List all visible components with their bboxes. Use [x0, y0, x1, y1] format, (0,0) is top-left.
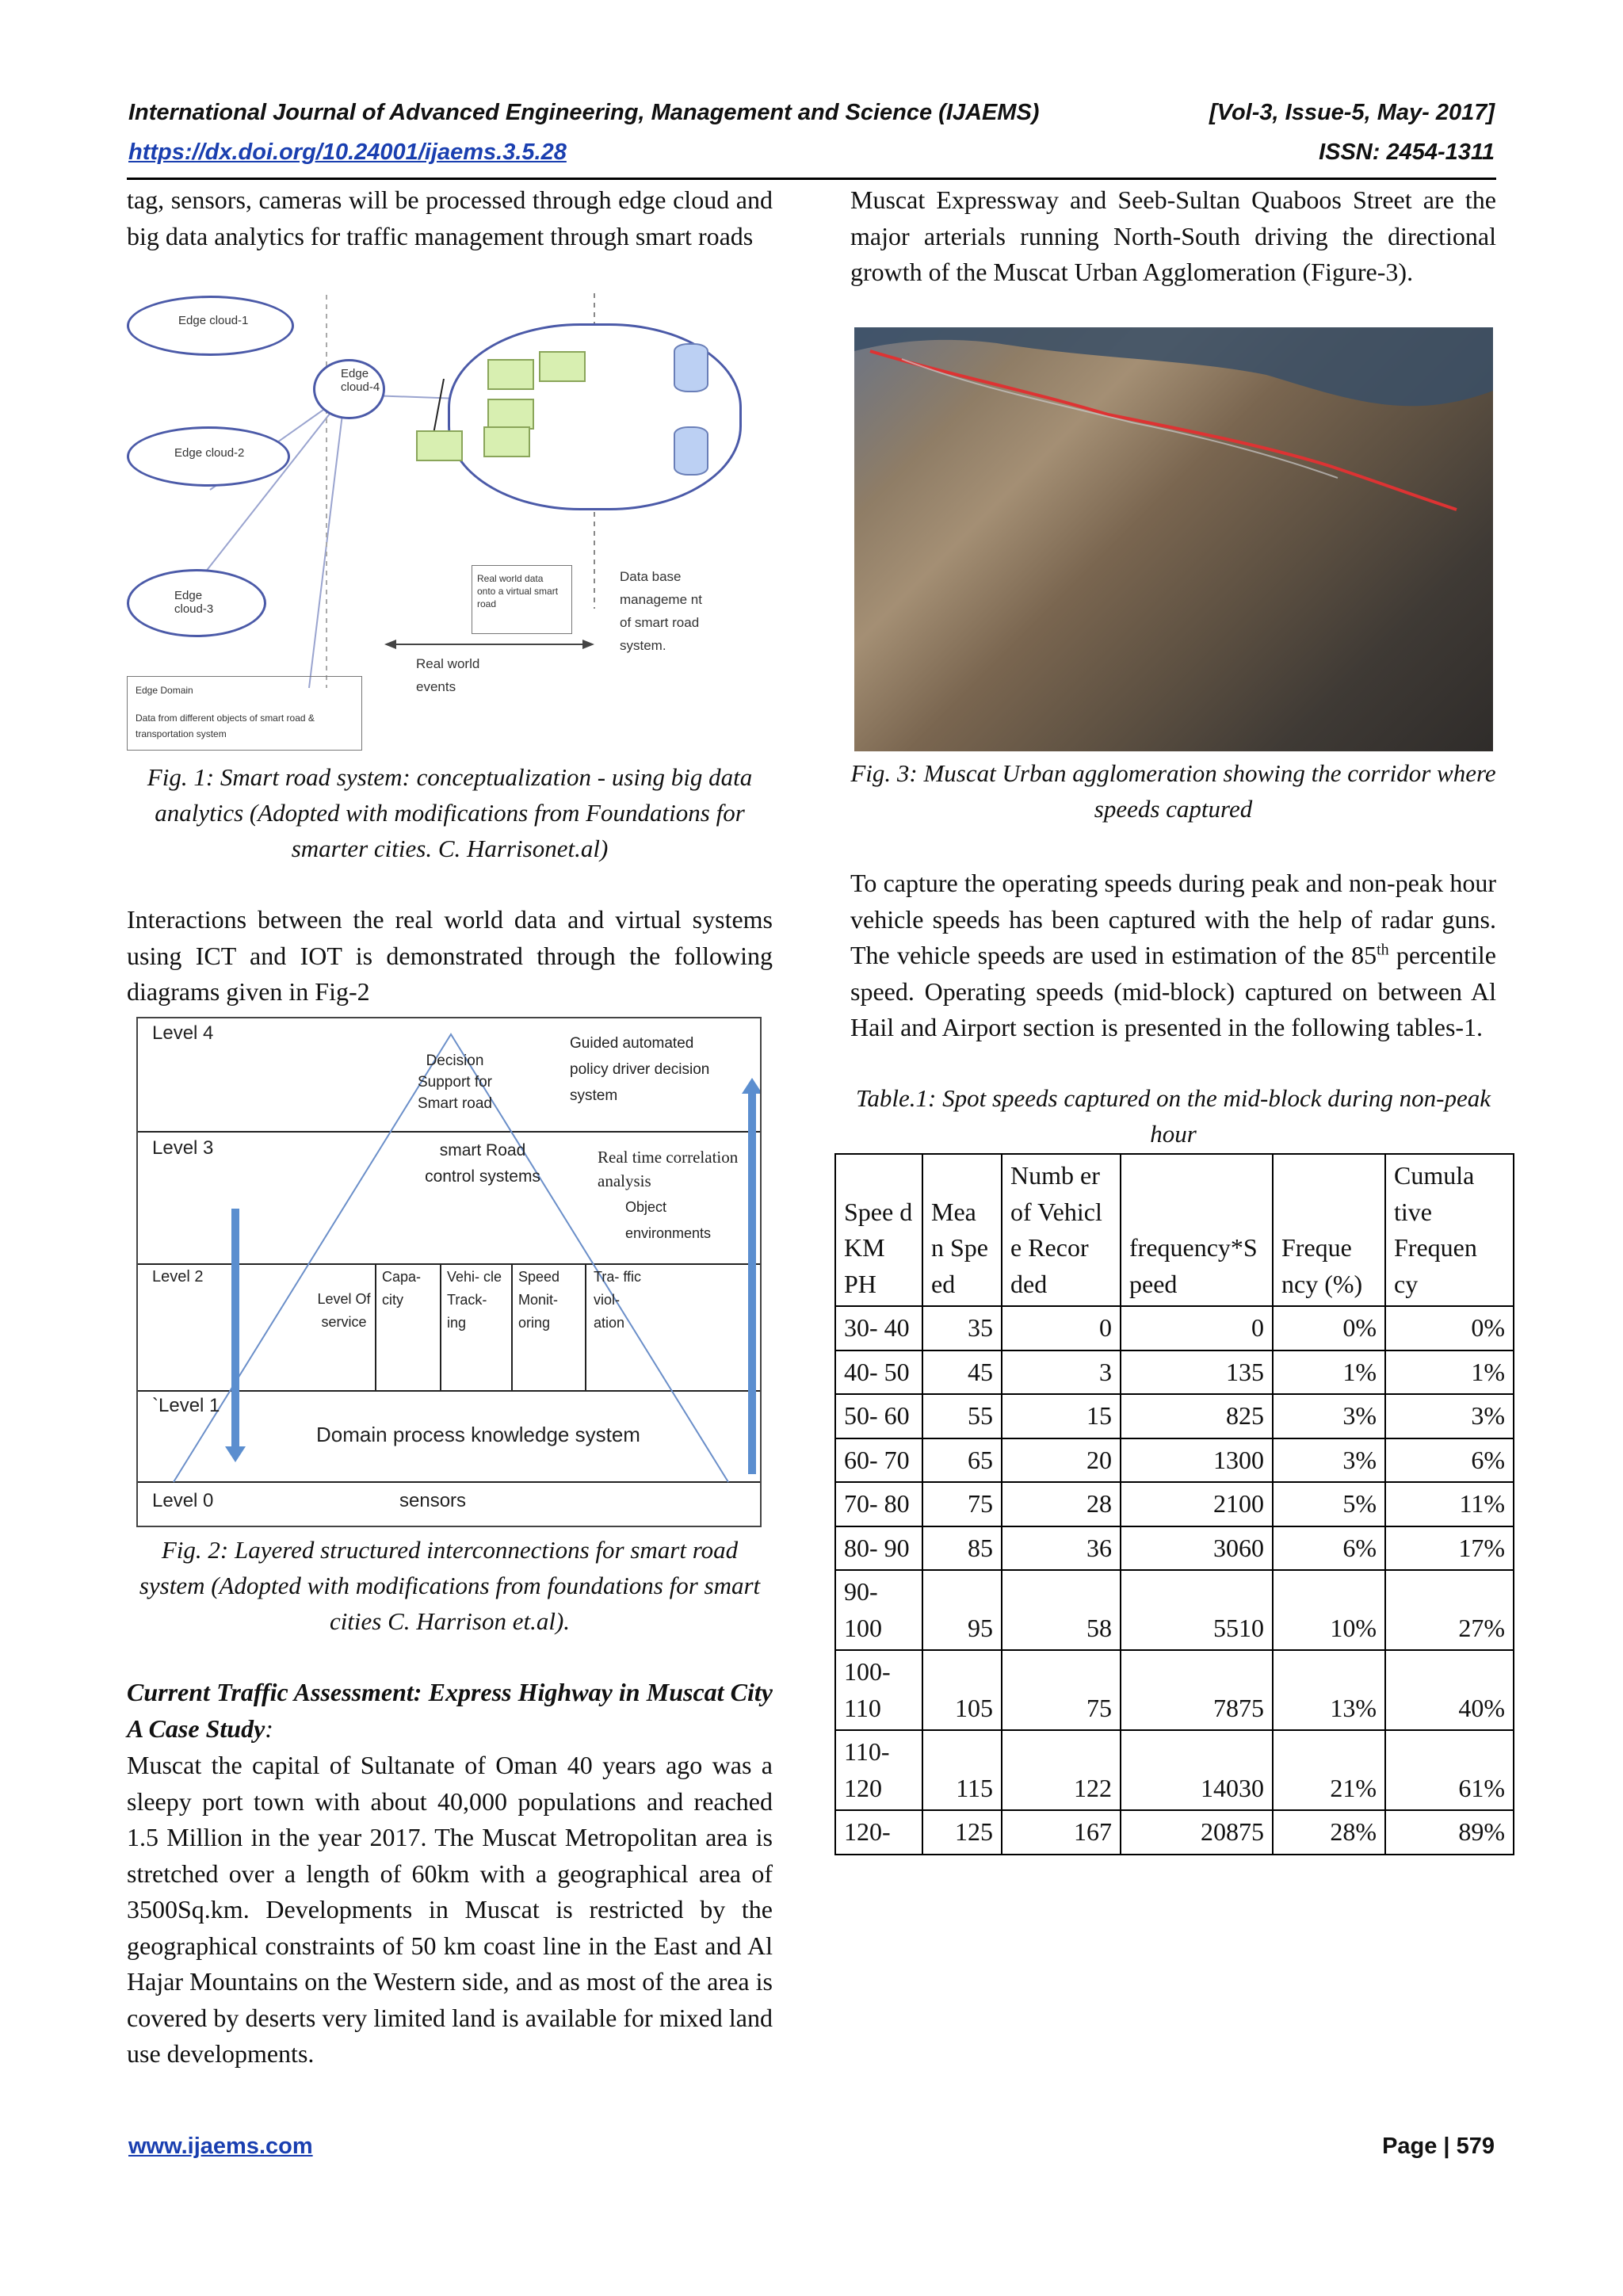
database-icon-1	[674, 343, 708, 392]
process-box-3	[487, 399, 534, 430]
speed-table	[834, 1153, 1514, 1855]
figure-3-caption: Fig. 3: Muscat Urban agglomeration showing the corridor where speeds captured	[850, 759, 1496, 823]
edge-cloud-3-label: Edge cloud-3	[174, 589, 214, 616]
table-row: 80- 90 85 36 3060 6% 17%	[835, 1526, 1514, 1571]
domain-process-label: Domain process knowledge system	[316, 1423, 640, 1446]
header-mean-speed: Mea n Spe ed	[922, 1154, 1002, 1306]
traffic-violation-label: Tra- ffic viol- ation	[594, 1269, 642, 1331]
process-box-2	[539, 351, 586, 382]
table-row: 40- 50 45 3 135 1% 1%	[835, 1350, 1514, 1395]
table-1-caption: Table.1: Spot speeds captured on the mid-block during non-peak hour	[856, 1084, 1491, 1148]
table-header-row	[835, 1154, 1514, 1306]
left-paragraph-2: Interactions between the real world data and virtual systems using ICT and IOT is demonstrated through the following diagrams given in Fig-2	[127, 905, 773, 1006]
table-row: 50- 60 55 15 825 3% 3%	[835, 1394, 1514, 1438]
header-speed: Spee d KM PH	[835, 1154, 922, 1306]
figure-3-overlay	[854, 327, 1493, 751]
volume-info: [Vol-3, Issue-5, May- 2017]	[1209, 100, 1495, 125]
real-world-data-box: Real world data onto a virtual smart road	[472, 565, 572, 634]
database-label: Data base manageme nt of smart road system.	[620, 569, 702, 653]
real-world-events-label: Real world events	[416, 656, 480, 694]
level-0-label: Level 0	[152, 1490, 214, 1511]
edge-domain-box: Edge Domain Data from different objects of smart road & transportation system	[127, 676, 362, 751]
issn: ISSN: 2454-1311	[1319, 139, 1495, 165]
table-row: 120- 125 167 20875 28% 89%	[835, 1810, 1514, 1855]
process-box-1	[487, 359, 534, 390]
table-row: 30- 40 35 0 0 0% 0%	[835, 1306, 1514, 1350]
speed-monitoring-label: Speed Monit- oring	[518, 1269, 560, 1331]
edge-cloud-2-label: Edge cloud-2	[174, 446, 245, 460]
doi-link[interactable]: https://dx.doi.org/10.24001/ijaems.3.5.28	[128, 139, 567, 165]
table-row: 100- 110 105 75 7875 13% 40%	[835, 1650, 1514, 1730]
table-row: 110- 120 115 122 14030 21% 61%	[835, 1730, 1514, 1810]
smart-road-control-label: smart Road control systems	[425, 1141, 540, 1186]
vehicle-tracking-label: Vehi- cle Track- ing	[447, 1269, 502, 1331]
level-3-label: Level 3	[152, 1137, 214, 1159]
figure-2-caption: Fig. 2: Layered structured interconnections for smart road system (Adopted with modifications from foundations for smart cities C. Harrison et.al).	[139, 1536, 761, 1635]
left-paragraph-3: Muscat the capital of Sultanate of Oman 40 years ago was a sleepy port town with about 40,000 populations and reached 1.5 Million in the year 2017. The Muscat Metropolitan area is stretched over a length of 60km with a geographical area of 3500Sq.km. Developments in Muscat is restricted by the geographical constraints of 50 km coast line in the East and Al Hajar Mountains on the Western side, and as most of the area is covered by deserts very limited land is available for mixed land use developments.	[127, 1751, 773, 2068]
edge-cloud-4-label: Edge cloud-4	[341, 367, 380, 394]
table-row: 70- 80 75 28 2100 5% 11%	[835, 1482, 1514, 1526]
header-frequency: Freque ncy (%)	[1273, 1154, 1385, 1306]
figure-2	[136, 1017, 762, 1527]
table-row: 60- 70 65 20 1300 3% 6%	[835, 1438, 1514, 1483]
edge-cloud-1-label: Edge cloud-1	[178, 314, 249, 327]
website-link[interactable]: www.ijaems.com	[128, 2134, 313, 2159]
process-box-5	[483, 426, 530, 457]
object-environments-label: Object environments	[625, 1199, 712, 1241]
level-1-label: `Level 1	[152, 1395, 220, 1416]
level-4-label: Level 4	[152, 1022, 214, 1044]
page-number: Page | 579	[1382, 2134, 1495, 2159]
guided-automated-label: Guided automated policy driver decision system	[570, 1035, 710, 1104]
header-rule	[127, 178, 1496, 180]
header-vehicles: Numb er of Vehicl e Recor ded	[1002, 1154, 1121, 1306]
level-2-label: Level 2	[152, 1268, 204, 1286]
journal-title: International Journal of Advanced Engineering, Management and Science (IJAEMS)	[128, 100, 1040, 125]
case-study-heading: Current Traffic Assessment: Express Highway in Muscat City A Case Study:	[127, 1678, 773, 1743]
database-icon-2	[674, 426, 708, 476]
level-of-service-label: Level Of service	[317, 1291, 371, 1330]
process-box-4	[416, 430, 463, 461]
figure-1-caption: Fig. 1: Smart road system: conceptualization - using big data analytics (Adopted with modifications from Foundations for smarter cities. C. Harrisonet.al)	[147, 763, 753, 862]
realtime-correlation-label: Real time correlation analysis	[598, 1148, 739, 1190]
decision-support-label: Decision Support for Smart road	[418, 1052, 492, 1112]
sensors-label: sensors	[399, 1490, 467, 1511]
figure-1	[127, 292, 773, 755]
header-cumulative: Cumula tive Frequen cy	[1385, 1154, 1514, 1306]
capacity-label: Capa- city	[382, 1269, 422, 1308]
header-freq-speed: frequency*S peed	[1121, 1154, 1273, 1306]
figure-3-map	[854, 327, 1493, 751]
left-paragraph-1: tag, sensors, cameras will be processed through edge cloud and big data analytics for traffic management through smart roads	[127, 185, 773, 250]
table-row: 90- 100 95 58 5510 10% 27%	[835, 1570, 1514, 1650]
right-paragraph-1: Muscat Expressway and Seeb-Sultan Quaboos Street are the major arterials running North-South driving the directional growth of the Muscat Urban Agglomeration (Figure-3).	[850, 185, 1496, 286]
right-paragraph-2: To capture the operating speeds during peak and non-peak hour vehicle speeds has been captured with the help of radar guns. The vehicle speeds are used in estimation of the 85th percentile speed. Operating speeds (mid-block) captured on between Al Hail and Airport section is presented in the following tables-1.	[850, 869, 1497, 1041]
